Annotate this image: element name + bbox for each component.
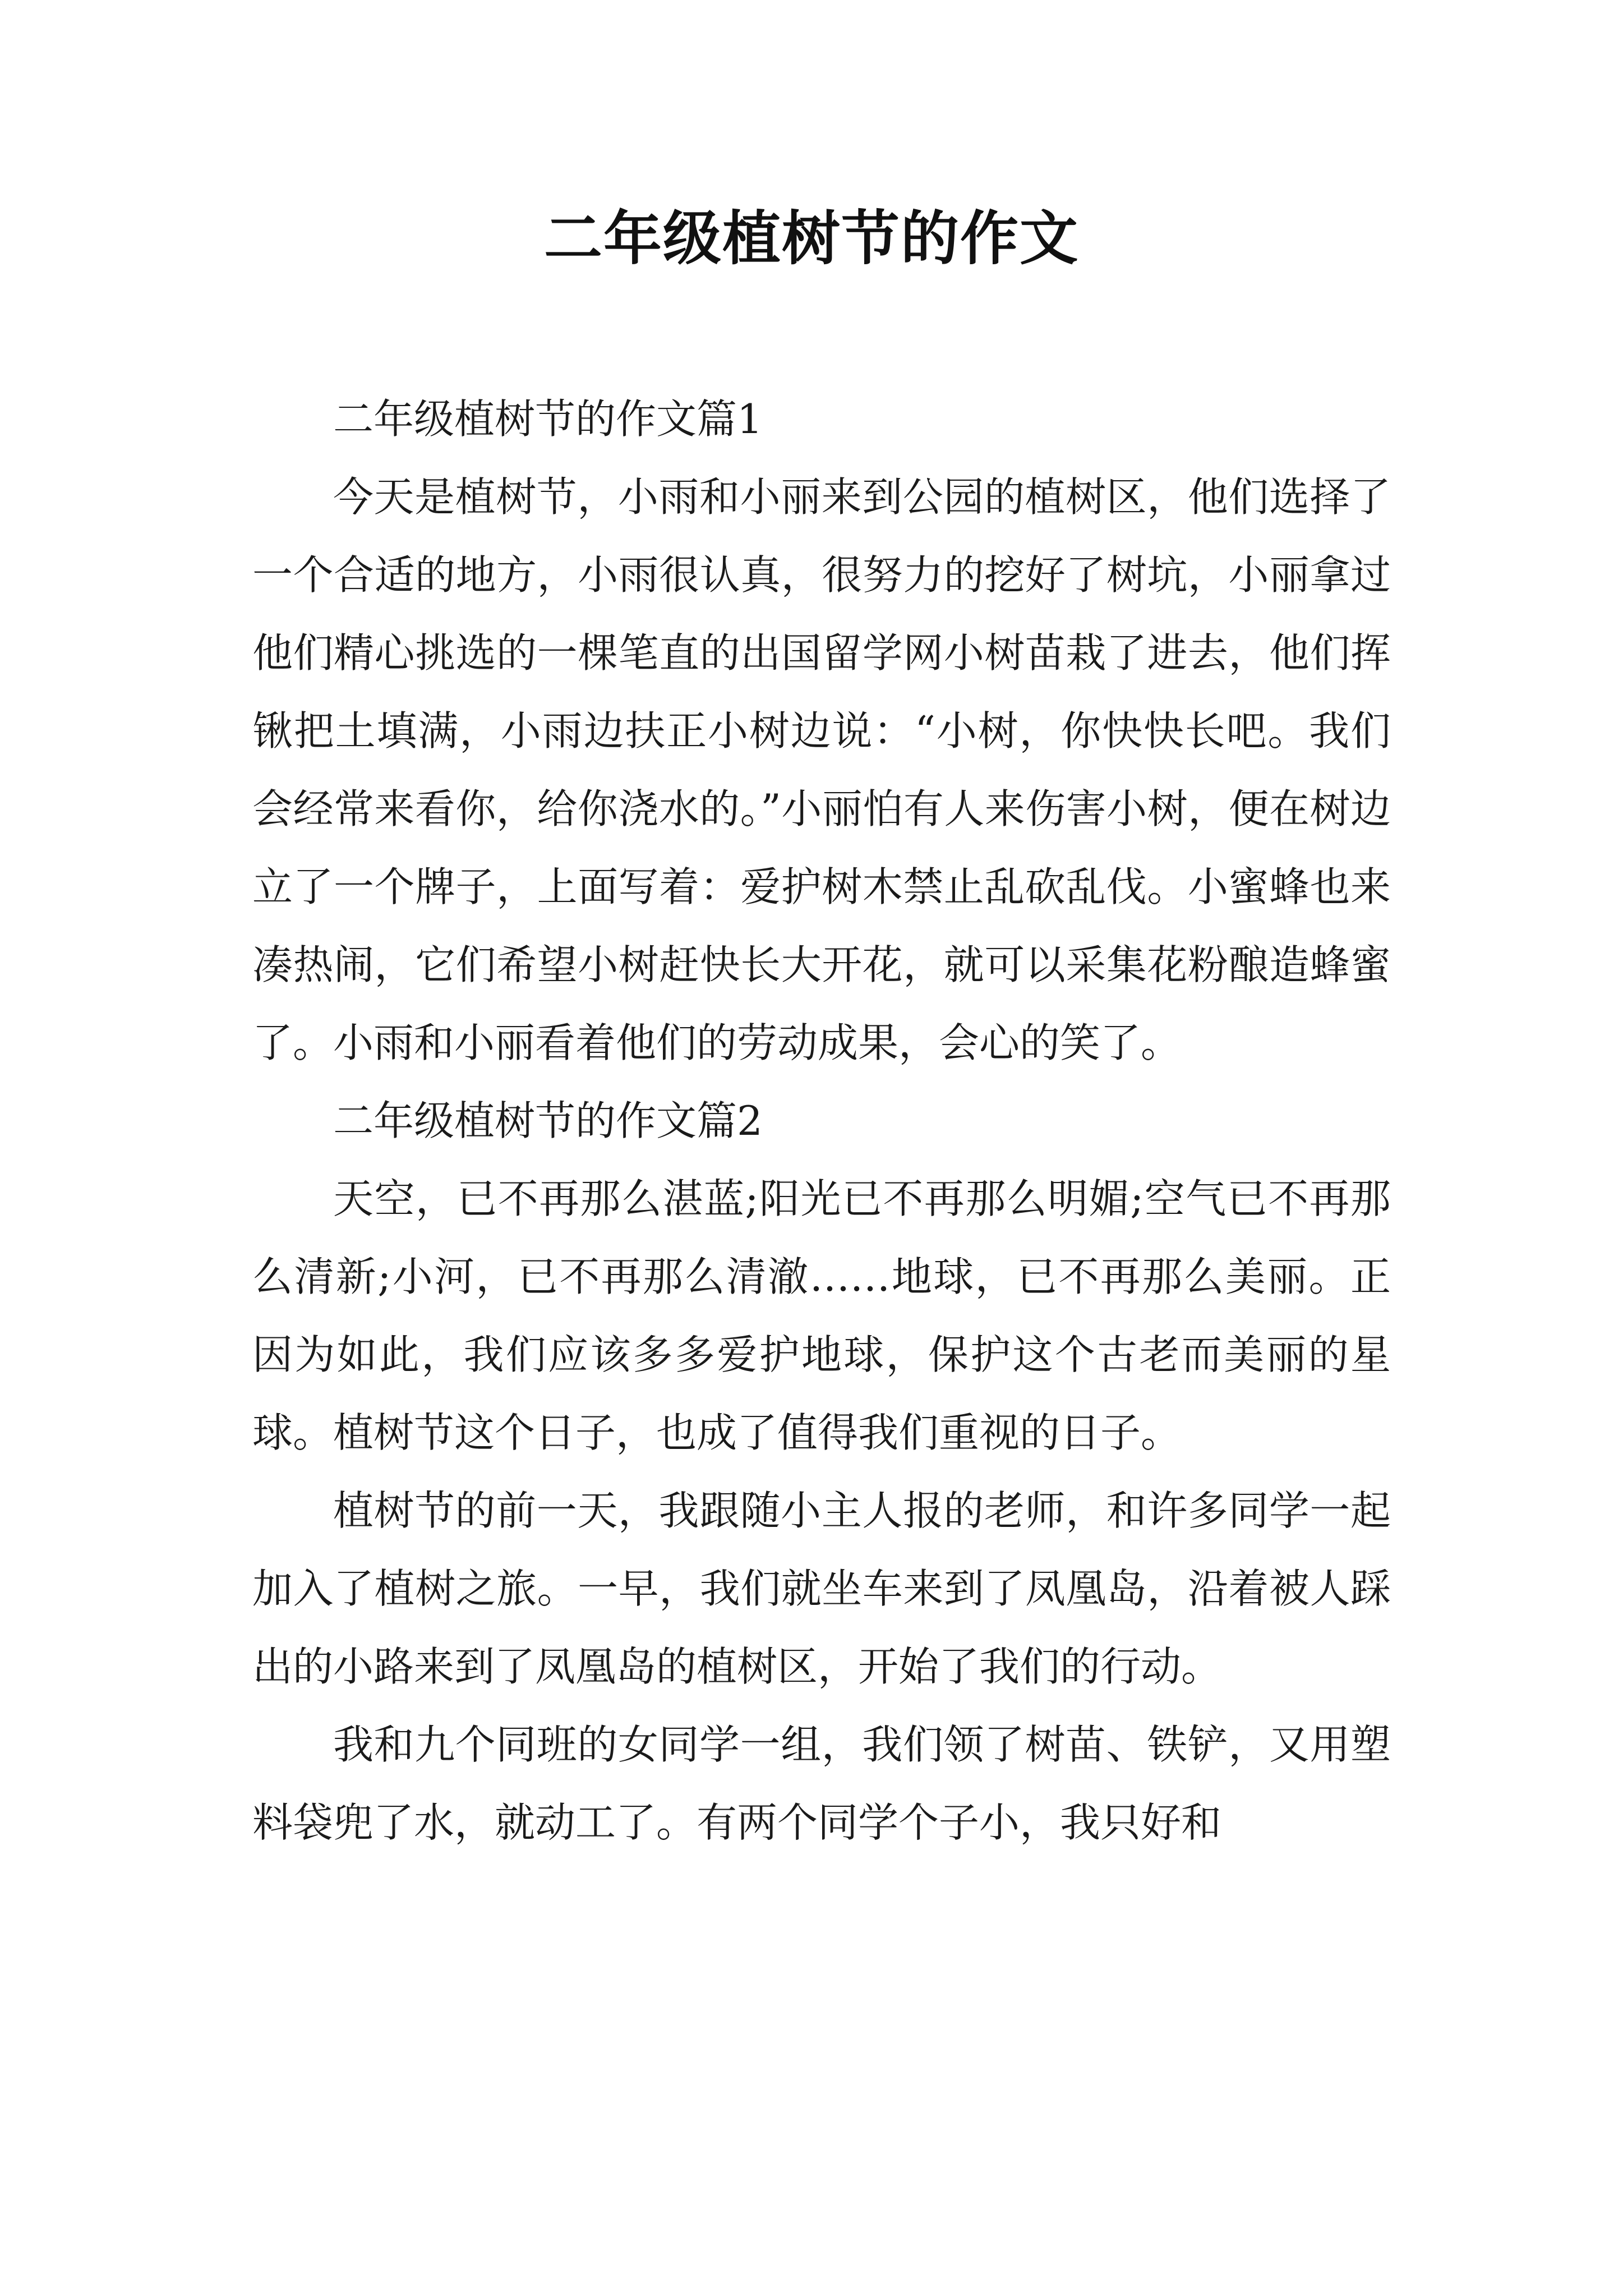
- document-body: [252, 380, 1391, 1862]
- paragraph: 天空，已不再那么湛蓝;阳光已不再那么明媚;空气已不再那么清新;小河，已不再那么清澈……地球，已不再那么美丽。正因为如此，我们应该多多爱护地球，保护这个古老而美丽的星球。植树节这个日子，也成了值得我们重视的日子。: [252, 1175, 1391, 1456]
- paragraph: 我和九个同班的女同学一组，我们领了树苗、铁铲，又用塑料袋兜了水，就动工了。有两个同学个子小，我只好和: [252, 1721, 1391, 1846]
- paragraph: 今天是植树节，小雨和小丽来到公园的植树区，他们选择了一个合适的地方，小雨很认真，很努力的挖好了树坑，小丽拿过他们精心挑选的一棵笔直的出国留学网小树苗栽了进去，他们挥锹把土填满，小雨边扶正小树边说：“小树，你快快长吧。我们会经常来看你，给你浇水的。”小丽怕有人来伤害小树，便在树边立了一个牌子，上面写着：爱护树木禁止乱砍乱伐。小蜜蜂也来凑热闹，它们希望小树赶快长大开花，就可以采集花粉酿造蜂蜜了。小雨和小丽看着他们的劳动成果，会心的笑了。: [252, 473, 1391, 1066]
- document-title: 二年级植树节的作文: [543, 204, 1079, 273]
- section-heading-1: 二年级植树节的作文篇1: [333, 395, 763, 443]
- paragraph: 植树节的前一天，我跟随小主人报的老师，和许多同学一起加入了植树之旅。一早，我们就坐车来到了凤凰岛，沿着被人踩出的小路来到了凤凰岛的植树区，开始了我们的行动。: [252, 1487, 1391, 1690]
- section-heading-2: 二年级植树节的作文篇2: [333, 1097, 763, 1144]
